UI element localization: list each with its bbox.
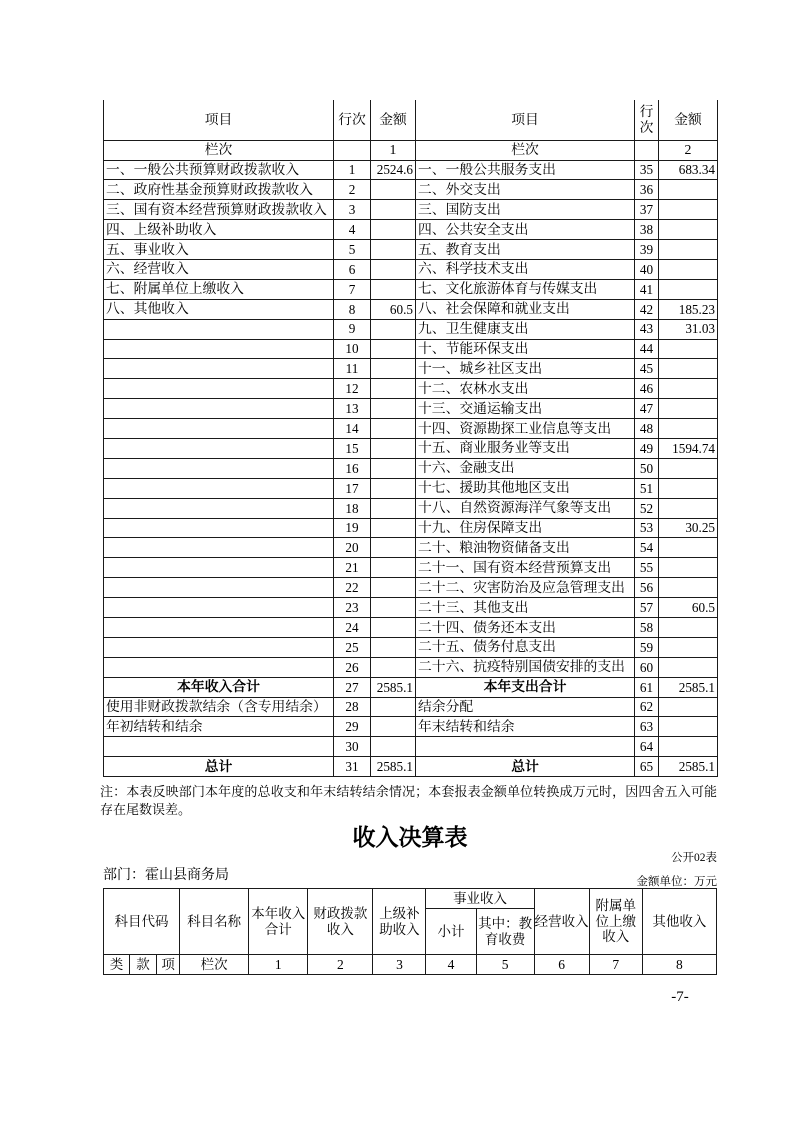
table-row (104, 259, 718, 279)
expense-item-cell: 本年支出合计 (416, 677, 635, 697)
income-line-cell: 5 (334, 240, 371, 260)
income-line-cell: 14 (334, 419, 371, 439)
table-row (104, 677, 718, 697)
expense-amount-cell: 2585.1 (659, 677, 718, 697)
income-item-cell (104, 737, 334, 757)
income-line-cell: 29 (334, 717, 371, 737)
table-row (104, 518, 718, 538)
expense-amount-header: 金额 (659, 100, 718, 140)
income-amount-cell (371, 538, 416, 558)
expense-amount-cell (659, 637, 718, 657)
expense-amount-cell (659, 339, 718, 359)
expense-amount-cell (659, 279, 718, 299)
table-row (104, 220, 718, 240)
income-item-cell (104, 399, 334, 419)
income-amount-cell (371, 438, 416, 458)
expense-amount-cell (659, 458, 718, 478)
expense-item-cell: 总计 (416, 757, 635, 777)
affiliated-income-header: 附属单位上缴收入 (589, 889, 642, 955)
income-amount-cell (371, 359, 416, 379)
income-line-cell: 17 (334, 478, 371, 498)
col-6: 6 (534, 955, 589, 975)
expense-amount-cell (659, 359, 718, 379)
income-item-cell: 使用非财政拨款结余（含专用结余） (104, 697, 334, 717)
table-row (104, 697, 718, 717)
income-line-cell: 22 (334, 578, 371, 598)
table-row (104, 558, 718, 578)
income-lanci-label: 栏次 (104, 140, 334, 160)
income-item-cell (104, 458, 334, 478)
table-row (104, 319, 718, 339)
expense-item-cell: 十一、城乡社区支出 (416, 359, 635, 379)
income-line-cell: 6 (334, 259, 371, 279)
income-lanci-row (104, 955, 717, 975)
expense-line-cell: 49 (635, 438, 659, 458)
subject-name-header: 科目名称 (180, 889, 249, 955)
income-line-cell: 27 (334, 677, 371, 697)
expense-item-cell: 二、外交支出 (416, 180, 635, 200)
table-row (104, 717, 718, 737)
table-row (104, 279, 718, 299)
expense-item-cell: 二十一、国有资本经营预算支出 (416, 558, 635, 578)
table-row (104, 379, 718, 399)
income-line-cell: 19 (334, 518, 371, 538)
expense-amount-cell (659, 220, 718, 240)
income-header-row-1 (104, 889, 717, 909)
table-row (104, 200, 718, 220)
income-line-cell: 16 (334, 458, 371, 478)
income-amount-cell (371, 259, 416, 279)
income-amount-cell (371, 458, 416, 478)
superior-subsidy-header: 上级补助收入 (373, 889, 426, 955)
expense-line-cell: 48 (635, 419, 659, 439)
table-row (104, 339, 718, 359)
income-item-cell: 四、上级补助收入 (104, 220, 334, 240)
income-item-cell (104, 578, 334, 598)
income-amount-cell (371, 737, 416, 757)
expense-amount-cell (659, 617, 718, 637)
expense-line-header: 行次 (635, 100, 659, 140)
income-table-title: 收入决算表 (352, 825, 468, 850)
table-row (104, 180, 718, 200)
table-row (104, 458, 718, 478)
expense-amount-cell (659, 240, 718, 260)
expense-amount-cell (659, 558, 718, 578)
expense-item-cell: 二十二、灾害防治及应急管理支出 (416, 578, 635, 598)
expense-amount-cell: 60.5 (659, 598, 718, 618)
expense-amount-cell: 30.25 (659, 518, 718, 538)
income-item-cell (104, 518, 334, 538)
expense-item-cell: 一、一般公共服务支出 (416, 160, 635, 180)
income-amount-cell (371, 637, 416, 657)
income-line-cell: 15 (334, 438, 371, 458)
income-line-cell: 13 (334, 399, 371, 419)
expense-item-cell: 十三、交通运输支出 (416, 399, 635, 419)
income-amount-cell (371, 220, 416, 240)
income-amount-cell (371, 339, 416, 359)
income-line-cell: 4 (334, 220, 371, 240)
income-amount-cell (371, 379, 416, 399)
expense-amount-cell (659, 259, 718, 279)
income-item-cell (104, 617, 334, 637)
expense-item-cell: 二十三、其他支出 (416, 598, 635, 618)
expense-line-cell: 41 (635, 279, 659, 299)
business-income-header: 事业收入 (426, 889, 534, 909)
income-amount-cell (371, 657, 416, 677)
expense-amount-cell: 1594.74 (659, 438, 718, 458)
expense-item-cell: 三、国防支出 (416, 200, 635, 220)
income-item-cell: 一、一般公共预算财政拨款收入 (104, 160, 334, 180)
expense-amount-cell (659, 200, 718, 220)
expense-item-header: 项目 (416, 100, 635, 140)
expense-amount-cell (659, 498, 718, 518)
income-line-cell: 25 (334, 637, 371, 657)
income-column-number: 1 (371, 140, 416, 160)
income-item-cell: 六、经营收入 (104, 259, 334, 279)
table-row (104, 240, 718, 260)
expense-line-cell: 38 (635, 220, 659, 240)
income-amount-cell (371, 558, 416, 578)
income-amount-cell (371, 717, 416, 737)
expense-item-cell: 二十四、债务还本支出 (416, 617, 635, 637)
expense-item-cell: 二十、粮油物资储备支出 (416, 538, 635, 558)
expense-item-cell: 七、文化旅游体育与传媒支出 (416, 279, 635, 299)
income-line-cell: 9 (334, 319, 371, 339)
income-item-cell (104, 538, 334, 558)
income-line-cell: 7 (334, 279, 371, 299)
expense-line-cell: 58 (635, 617, 659, 637)
expense-amount-cell (659, 538, 718, 558)
income-line-cell: 1 (334, 160, 371, 180)
income-amount-cell (371, 598, 416, 618)
expense-line-cell: 39 (635, 240, 659, 260)
income-item-cell: 七、附属单位上缴收入 (104, 279, 334, 299)
income-amount-cell (371, 399, 416, 419)
expense-line-cell: 64 (635, 737, 659, 757)
expense-amount-cell: 683.34 (659, 160, 718, 180)
expense-item-cell: 五、教育支出 (416, 240, 635, 260)
expense-line-cell: 44 (635, 339, 659, 359)
income-item-cell (104, 558, 334, 578)
income-amount-cell: 2585.1 (371, 757, 416, 777)
table-row (104, 637, 718, 657)
income-line-cell: 21 (334, 558, 371, 578)
income-item-cell: 五、事业收入 (104, 240, 334, 260)
income-amount-cell (371, 498, 416, 518)
income-amount-cell (371, 319, 416, 339)
income-line-cell: 23 (334, 598, 371, 618)
income-item-cell (104, 419, 334, 439)
expense-amount-cell (659, 697, 718, 717)
expense-amount-cell (659, 657, 718, 677)
expense-item-cell: 十、节能环保支出 (416, 339, 635, 359)
expense-line-cell: 45 (635, 359, 659, 379)
expense-amount-cell (659, 399, 718, 419)
page-number: -7- (671, 989, 689, 1005)
income-item-cell (104, 478, 334, 498)
income-item-cell (104, 319, 334, 339)
expense-item-cell: 十五、商业服务业等支出 (416, 438, 635, 458)
income-amount-cell (371, 180, 416, 200)
other-income-header: 其他收入 (642, 889, 716, 955)
income-item-cell (104, 359, 334, 379)
department-label: 部门：霍山县商务局 (103, 868, 229, 883)
year-income-total-header: 本年收入合计 (249, 889, 308, 955)
column-index-row (104, 140, 718, 160)
income-amount-cell: 60.5 (371, 299, 416, 319)
expense-item-cell: 十九、住房保障支出 (416, 518, 635, 538)
table-row (104, 359, 718, 379)
expense-item-cell: 十四、资源勘探工业信息等支出 (416, 419, 635, 439)
expense-amount-cell: 185.23 (659, 299, 718, 319)
col-3: 3 (373, 955, 426, 975)
table-row (104, 299, 718, 319)
expense-amount-cell (659, 180, 718, 200)
income-item-cell (104, 598, 334, 618)
income-item-cell (104, 498, 334, 518)
expense-line-cell: 51 (635, 478, 659, 498)
income-line-cell: 3 (334, 200, 371, 220)
expense-column-number: 2 (659, 140, 718, 160)
expense-line-cell: 36 (635, 180, 659, 200)
table-row (104, 399, 718, 419)
expense-line-cell: 37 (635, 200, 659, 220)
income-line-cell: 26 (334, 657, 371, 677)
expense-item-cell: 十八、自然资源海洋气象等支出 (416, 498, 635, 518)
expense-amount-cell (659, 717, 718, 737)
expense-line-cell: 55 (635, 558, 659, 578)
income-amount-cell (371, 578, 416, 598)
table-row (104, 419, 718, 439)
income-amount-cell (371, 419, 416, 439)
expense-line-cell: 43 (635, 319, 659, 339)
income-item-cell: 八、其他收入 (104, 299, 334, 319)
expense-item-cell: 十六、金融支出 (416, 458, 635, 478)
income-amount-cell (371, 697, 416, 717)
income-item-cell: 二、政府性基金预算财政拨款收入 (104, 180, 334, 200)
col-5: 5 (476, 955, 534, 975)
expense-amount-cell (659, 578, 718, 598)
income-line-header: 行次 (334, 100, 371, 140)
expense-line-cell: 56 (635, 578, 659, 598)
income-amount-cell (371, 240, 416, 260)
expense-item-cell: 四、公共安全支出 (416, 220, 635, 240)
table-row (104, 160, 718, 180)
income-item-cell: 本年收入合计 (104, 677, 334, 697)
expense-line-cell: 57 (635, 598, 659, 618)
income-line-cell: 10 (334, 339, 371, 359)
income-amount-cell (371, 279, 416, 299)
table-row (104, 617, 718, 637)
income-item-cell (104, 657, 334, 677)
expense-item-cell: 结余分配 (416, 697, 635, 717)
income-line-cell: 24 (334, 617, 371, 637)
expense-line-cell: 61 (635, 677, 659, 697)
expense-line-cell: 47 (635, 399, 659, 419)
table-row (104, 438, 718, 458)
expense-line-cell: 40 (635, 259, 659, 279)
subject-code-header: 科目代码 (104, 889, 180, 955)
summary-table (103, 100, 718, 777)
form-number-label: 公开02表 (671, 852, 717, 864)
income-item-cell (104, 379, 334, 399)
col-2: 2 (308, 955, 373, 975)
income-line-cell: 18 (334, 498, 371, 518)
expense-item-cell: 六、科学技术支出 (416, 259, 635, 279)
income-item-cell (104, 339, 334, 359)
income-amount-cell (371, 200, 416, 220)
expense-amount-cell: 31.03 (659, 319, 718, 339)
table-row (104, 757, 718, 777)
item-header: 项 (157, 955, 180, 975)
income-amount-cell (371, 617, 416, 637)
fiscal-appropriation-header: 财政拨款收入 (308, 889, 373, 955)
income-lanci-blank (334, 140, 371, 160)
expense-amount-cell (659, 419, 718, 439)
amount-unit-label: 金额单位：万元 (636, 876, 717, 888)
income-amount-cell: 2585.1 (371, 677, 416, 697)
table-row (104, 578, 718, 598)
subtotal-header: 小计 (426, 909, 476, 955)
section-header: 款 (130, 955, 157, 975)
table-row (104, 598, 718, 618)
expense-line-cell: 46 (635, 379, 659, 399)
income-item-header: 项目 (104, 100, 334, 140)
income-item-cell: 三、国有资本经营预算财政拨款收入 (104, 200, 334, 220)
expense-line-cell: 50 (635, 458, 659, 478)
expense-item-cell: 二十五、债务付息支出 (416, 637, 635, 657)
table-row (104, 498, 718, 518)
expense-item-cell: 九、卫生健康支出 (416, 319, 635, 339)
expense-amount-cell (659, 478, 718, 498)
expense-line-cell: 54 (635, 538, 659, 558)
income-item-cell: 总计 (104, 757, 334, 777)
expense-item-cell: 八、社会保障和就业支出 (416, 299, 635, 319)
income-line-cell: 8 (334, 299, 371, 319)
expense-item-cell: 十二、农林水支出 (416, 379, 635, 399)
lanci-header: 栏次 (180, 955, 249, 975)
expense-amount-cell (659, 737, 718, 757)
table-row (104, 737, 718, 757)
expense-line-cell: 52 (635, 498, 659, 518)
class-header: 类 (104, 955, 130, 975)
expense-line-cell: 35 (635, 160, 659, 180)
income-item-cell: 年初结转和结余 (104, 717, 334, 737)
income-table (103, 888, 717, 975)
income-amount-cell: 2524.6 (371, 160, 416, 180)
expense-line-cell: 59 (635, 637, 659, 657)
expense-line-cell: 42 (635, 299, 659, 319)
expense-amount-cell (659, 379, 718, 399)
income-line-cell: 11 (334, 359, 371, 379)
income-line-cell: 2 (334, 180, 371, 200)
income-line-cell: 28 (334, 697, 371, 717)
summary-table-body (104, 160, 718, 777)
income-line-cell: 31 (334, 757, 371, 777)
expense-item-cell: 二十六、抗疫特别国债安排的支出 (416, 657, 635, 677)
expense-lanci-blank (635, 140, 659, 160)
income-item-cell (104, 637, 334, 657)
table-row (104, 538, 718, 558)
col-8: 8 (642, 955, 716, 975)
income-amount-header: 金额 (371, 100, 416, 140)
expense-line-cell: 60 (635, 657, 659, 677)
expense-lanci-label: 栏次 (416, 140, 635, 160)
expense-line-cell: 65 (635, 757, 659, 777)
expense-item-cell: 年末结转和结余 (416, 717, 635, 737)
income-line-cell: 20 (334, 538, 371, 558)
income-line-cell: 30 (334, 737, 371, 757)
table-footnote: 注：本表反映部门本年度的总收支和年末结转结余情况；本套报表金额单位转换成万元时，因四舍五入可能存在尾数误差。 (100, 784, 717, 817)
operating-income-header: 经营收入 (534, 889, 589, 955)
education-fee-header: 其中：教育收费 (476, 909, 534, 955)
table-row (104, 478, 718, 498)
col-7: 7 (589, 955, 642, 975)
col-1: 1 (249, 955, 308, 975)
expense-line-cell: 53 (635, 518, 659, 538)
expense-item-cell (416, 737, 635, 757)
expense-line-cell: 62 (635, 697, 659, 717)
income-line-cell: 12 (334, 379, 371, 399)
expense-line-cell: 63 (635, 717, 659, 737)
income-item-cell (104, 438, 334, 458)
expense-amount-cell: 2585.1 (659, 757, 718, 777)
expense-item-cell: 十七、援助其他地区支出 (416, 478, 635, 498)
income-amount-cell (371, 478, 416, 498)
income-amount-cell (371, 518, 416, 538)
col-4: 4 (426, 955, 476, 975)
summary-header-row (104, 100, 718, 140)
table-row (104, 657, 718, 677)
